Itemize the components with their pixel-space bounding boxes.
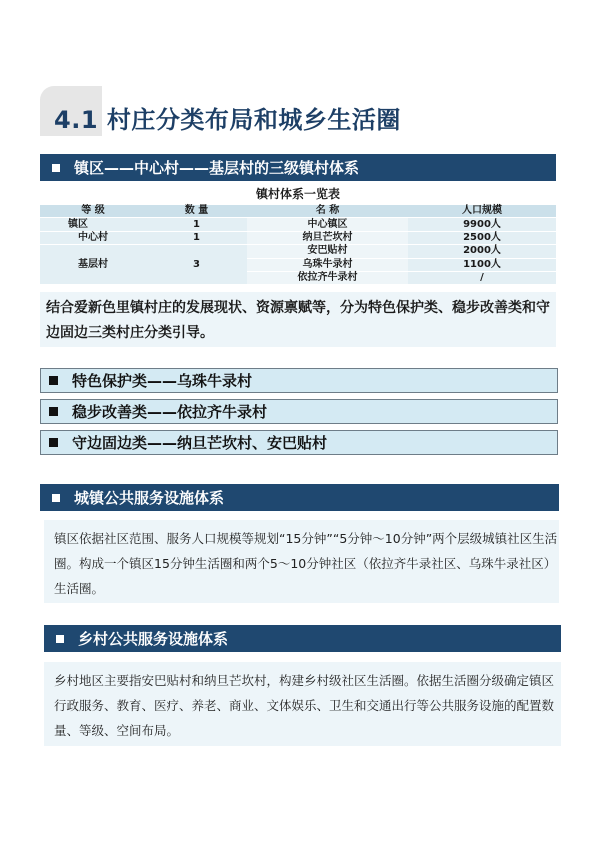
bullet-square-icon xyxy=(49,376,58,385)
table-row xyxy=(40,218,556,231)
table-header-row xyxy=(40,205,556,218)
page-title: 4.1 村庄分类布局和城乡生活圈 xyxy=(54,106,401,134)
section1-description-panel xyxy=(40,292,556,347)
population-cell: / xyxy=(408,271,556,284)
category-bar xyxy=(40,368,558,393)
table-row xyxy=(40,245,556,258)
bullet-square-icon xyxy=(52,494,60,502)
column-header: 人口规模 xyxy=(408,205,556,218)
name-cell: 纳旦芒坎村 xyxy=(247,231,408,244)
section1-heading: 镇区——中心村——基层村的三级镇村体系 xyxy=(74,159,360,177)
name-cell: 乌珠牛录村 xyxy=(247,258,408,271)
column-header: 名 称 xyxy=(247,205,408,218)
population-cell: 9900人 xyxy=(408,218,556,231)
name-cell: 安巴贴村 xyxy=(247,245,408,258)
column-header: 数 量 xyxy=(146,205,247,218)
level-cell: 中心村 xyxy=(40,231,146,244)
category-label: 特色保护类——乌珠牛录村 xyxy=(72,372,253,390)
category-bar xyxy=(40,430,558,455)
count-cell: 1 xyxy=(146,218,247,231)
count-cell: 3 xyxy=(146,245,247,285)
section3-heading: 乡村公共服务设施体系 xyxy=(78,630,229,648)
bullet-square-icon xyxy=(56,635,64,643)
name-cell: 中心镇区 xyxy=(247,218,408,231)
population-cell: 2000人 xyxy=(408,245,556,258)
section3-body-panel xyxy=(44,662,561,746)
section1-description: 结合爱新色里镇村庄的发展现状、资源禀赋等，分为特色保护类、稳步改善类和守边固边三类村庄分类引导。 xyxy=(46,300,550,341)
category-label: 稳步改善类——依拉齐牛录村 xyxy=(72,403,268,421)
table-title: 镇村体系一览表 xyxy=(255,187,340,201)
bullet-square-icon xyxy=(52,164,60,172)
village-system-table xyxy=(40,205,556,285)
section2-body-panel xyxy=(44,520,559,603)
name-cell: 依拉齐牛录村 xyxy=(247,271,408,284)
level-cell: 基层村 xyxy=(40,245,146,285)
bullet-square-icon xyxy=(49,438,58,447)
table-row xyxy=(40,231,556,244)
section2-body: 镇区依据社区范围、服务人口规模等规划“15分钟”“5分钟～10分钟”两个层级城镇社区生活圈。构成一个镇区15分钟生活圈和两个5～10分钟社区（依拉齐牛录社区、乌珠牛录社区）生活圈。 xyxy=(54,531,558,596)
category-bar xyxy=(40,399,558,424)
section3-body: 乡村地区主要指安巴贴村和纳旦芒坎村，构建乡村级社区生活圈。依据生活圈分级确定镇区行政服务、教育、医疗、养老、商业、文体娱乐、卫生和交通出行等公共服务设施的配置数量、等级、空间布局。 xyxy=(54,673,555,738)
category-label: 守边固边类——纳旦芒坎村、安巴贴村 xyxy=(72,434,328,452)
section2-heading: 城镇公共服务设施体系 xyxy=(74,489,225,507)
population-cell: 2500人 xyxy=(408,231,556,244)
section2-heading-bar xyxy=(40,484,559,511)
count-cell: 1 xyxy=(146,231,247,244)
population-cell: 1100人 xyxy=(408,258,556,271)
column-header: 等 级 xyxy=(40,205,146,218)
section1-heading-bar xyxy=(40,154,556,181)
page-title-block xyxy=(40,86,400,136)
level-cell: 镇区 xyxy=(40,218,146,231)
bullet-square-icon xyxy=(49,407,58,416)
section3-heading-bar xyxy=(44,625,561,652)
